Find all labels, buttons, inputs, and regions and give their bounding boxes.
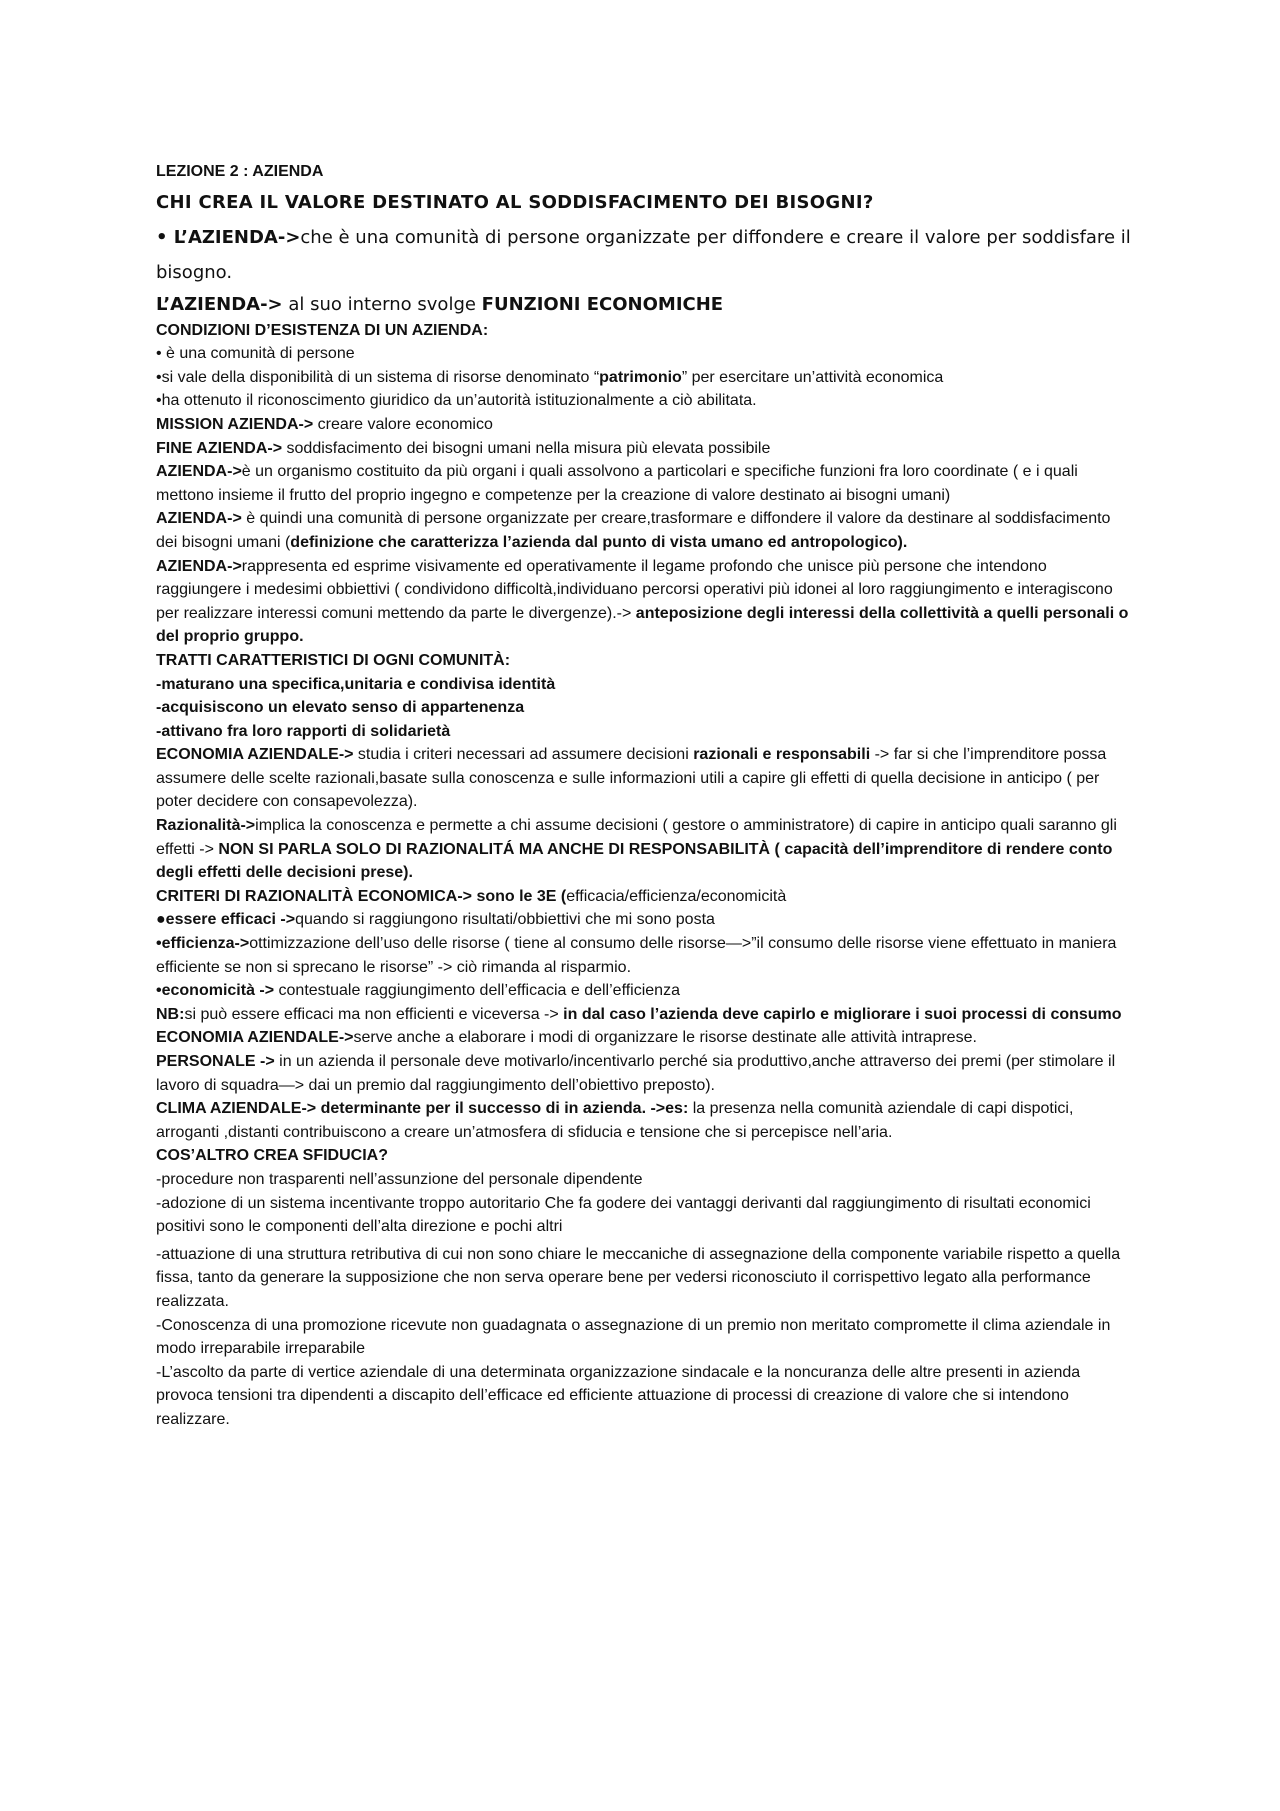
azienda-functions-heading: L’AZIENDA-> al suo interno svolge FUNZIONI ECONOMICHE	[156, 293, 724, 315]
document-body	[156, 160, 1136, 1432]
condition-item: •si vale della disponibilità di un sistema di risorse denominato “patrimonio” per esercitare un’attività economica	[156, 368, 944, 386]
criteria-item: ●essere efficaci ->quando si raggiungono risultati/obbiettivi che mi sono posta	[156, 911, 715, 929]
conditions-heading: CONDIZIONI D’ESISTENZA DI UN AZIENDA:	[156, 321, 489, 339]
mission-paragraph: MISSION AZIENDA-> creare valore economico	[156, 415, 493, 433]
criteria-item: •economicità -> contestuale raggiungimento dell’efficacia e dell’efficienza	[156, 982, 680, 1000]
azienda-organism-paragraph: AZIENDA->è un organismo costituito da più organi i quali assolvono a particolari e specifiche funzioni fra loro coordinate ( e i quali mettono insieme il frutto del proprio ingegno e competenze per la creazione di valore destinato ai bisogni umani)	[156, 463, 1078, 504]
trait-item: -attivano fra loro rapporti di solidarietà	[156, 722, 451, 740]
azienda-bond-paragraph: AZIENDA->rappresenta ed esprime visivamente ed operativamente il legame profondo che unisce più persone che intendono raggiungere i medesimi obbiettivi ( condividono difficoltà,individuano percorsi operativi più idonei al loro raggiungimento e interagiscono per realizzare interessi comuni mettendo da parte le divergenze).-> anteposizione degli interessi della collettività a quelli personali o del proprio gruppo.	[156, 557, 1129, 646]
condition-item: • è una comunità di persone	[156, 345, 355, 363]
trait-item: -acquisiscono un elevato senso di appartenenza	[156, 699, 525, 717]
trait-item: -maturano una specifica,unitaria e condivisa identità	[156, 675, 556, 693]
sfiducia-item: -adozione di un sistema incentivante troppo autoritario Che fa godere dei vantaggi derivanti dal raggiungimento di risultati economici positivi sono le componenti dell’alta direzione e pochi altri	[156, 1194, 1091, 1236]
condition-item: •ha ottenuto il riconoscimento giuridico da un’autorità istituzionalmente a ciò abilitata.	[156, 392, 757, 410]
main-question-heading: CHI CREA IL VALORE DESTINATO AL SODDISFACIMENTO DEI BISOGNI?	[156, 191, 874, 213]
sfiducia-item: -Conoscenza di una promozione ricevute non guadagnata o assegnazione di un premio non meritato compromette il clima aziendale in modo irreparabile irreparabile	[156, 1316, 1111, 1358]
clima-aziendale-paragraph: CLIMA AZIENDALE-> determinante per il successo di in azienda. ->es: la presenza nella comunità aziendale di capi dispotici, arroganti ,distanti contribuiscono a creare un’atmosfera di sfiducia e tensione che si percepisce nell’aria.	[156, 1100, 1074, 1141]
lesson-title: LEZIONE 2 : AZIENDA	[156, 163, 324, 180]
criteria-item: •efficienza->ottimizzazione dell’uso delle risorse ( tiene al consumo delle risorse—>”il consumo delle risorse viene effettuato in maniera efficiente se non si sprecano le risorse” -> ciò rimanda al risparmio.	[156, 935, 1117, 976]
sfiducia-heading: COS’ALTRO CREA SFIDUCIA?	[156, 1147, 388, 1165]
sfiducia-item: -procedure non trasparenti nell’assunzione del personale dipendente	[156, 1170, 643, 1188]
azienda-community-paragraph: AZIENDA-> è quindi una comunità di persone organizzate per creare,trasformare e diffondere il valore da destinare al soddisfacimento dei bisogni umani (definizione che caratterizza l’azienda dal punto di vista umano ed antropologico).	[156, 510, 1111, 551]
sfiducia-item: -attuazione di una struttura retributiva di cui non sono chiare le meccaniche di assegnazione della componente variabile rispetto a quella fissa, tanto da generare la supposizione che non serva operare bene per vedersi riconosciuto il corrispettivo legato alla performance realizzata.	[156, 1245, 1121, 1310]
economia-aziendale-paragraph: ECONOMIA AZIENDALE-> studia i criteri necessari ad assumere decisioni razionali e responsabili -> far si che l’imprenditore possa assumere delle scelte razionali,basate sulla conoscenza e sulle informazioni utili a capire gli effetti di quella decisione in anticipo ( per poter decidere con consapevolezza).	[156, 746, 1107, 811]
sfiducia-item: -L’ascolto da parte di vertice aziendale di una determinata organizzazione sindacale e la noncuranza delle altre presenti in azienda provoca tensioni tra dipendenti a discapito dell’efficace ed efficiente attuazione di processi di creazione di valore che si intendono realizzare.	[156, 1363, 1081, 1428]
criteria-heading: CRITERI DI RAZIONALITÀ ECONOMICA-> sono le 3E (efficacia/efficienza/economicità	[156, 887, 787, 905]
traits-heading: TRATTI CARATTERISTICI DI OGNI COMUNITÀ:	[156, 651, 511, 669]
nb-note: NB:si può essere efficaci ma non efficienti e viceversa -> in dal caso l’azienda deve capirlo e migliorare i suoi processi di consumo	[156, 1005, 1122, 1023]
azienda-definition-bullet: • L’AZIENDA->che è una comunità di persone organizzate per diffondere e creare il valore per soddisfare il bisogno.	[156, 226, 1131, 283]
fine-paragraph: FINE AZIENDA-> soddisfacimento dei bisogni umani nella misura più elevata possibile	[156, 439, 771, 457]
razionalita-paragraph: Razionalità->implica la conoscenza e permette a chi assume decisioni ( gestore o amministratore) di capire in anticipo quali saranno gli effetti -> NON SI PARLA SOLO DI RAZIONALITÁ MA ANCHE DI RESPONSABILITÀ ( capacità dell’imprenditore di rendere conto degli effetti delle decisioni prese).	[156, 817, 1117, 882]
personale-paragraph: PERSONALE -> in un azienda il personale deve motivarlo/incentivarlo perché sia produttivo,anche attraverso dei premi (per stimolare il lavoro di squadra—> dai un premio dal raggiungimento dell’obiettivo preposto).	[156, 1053, 1116, 1094]
economia-aziendale-resources-paragraph: ECONOMIA AZIENDALE->serve anche a elaborare i modi di organizzare le risorse destinate alle attività intraprese.	[156, 1029, 977, 1047]
